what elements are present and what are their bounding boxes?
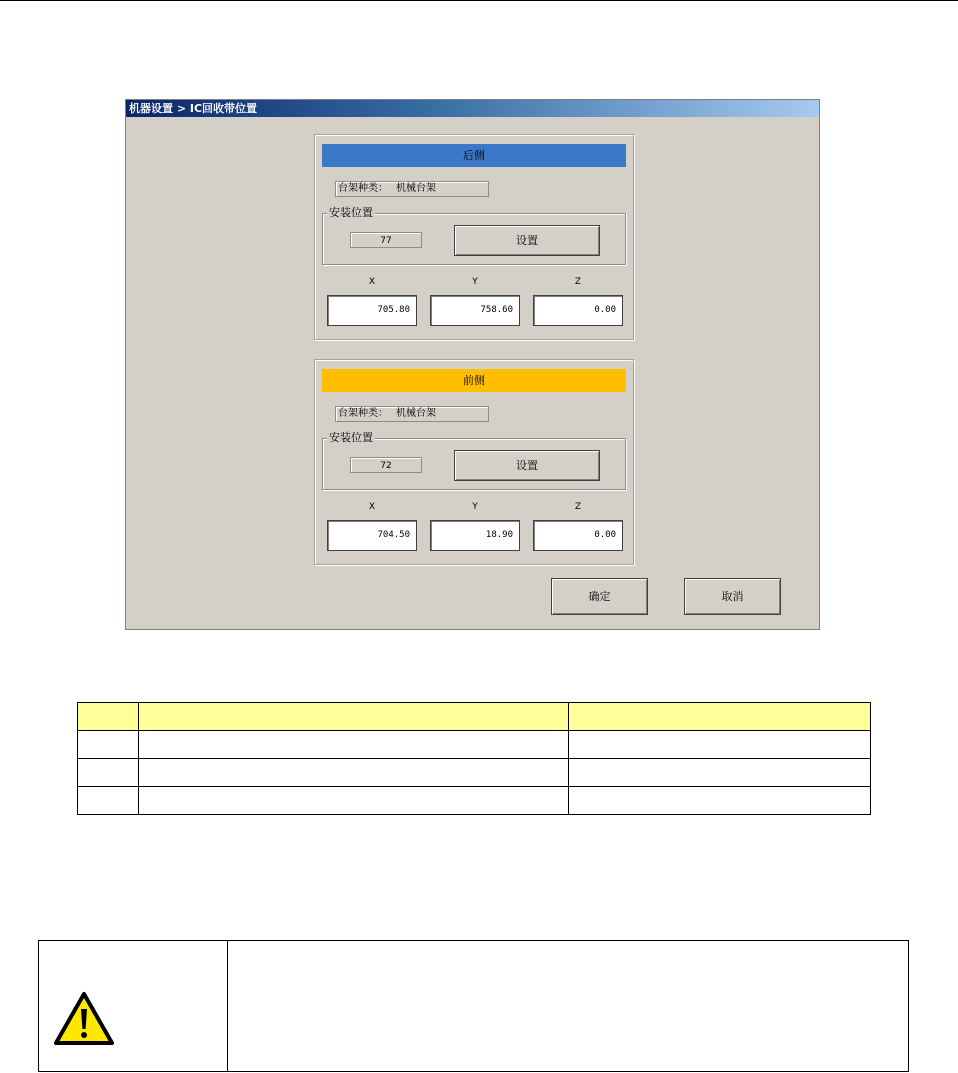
- table-cell: [569, 731, 871, 759]
- rear-z-field[interactable]: 0.00: [533, 295, 623, 326]
- ok-button[interactable]: 确定: [551, 578, 648, 615]
- table-cell: [139, 703, 569, 731]
- rear-group: [314, 134, 634, 340]
- table-row: [78, 731, 871, 759]
- table-cell: [78, 731, 139, 759]
- parameter-table: [77, 702, 871, 815]
- ic-recovery-dialog: [125, 99, 820, 630]
- front-rack-type: [335, 406, 489, 422]
- front-y-field[interactable]: 18.90: [430, 520, 520, 551]
- rear-x-field[interactable]: 705.80: [327, 295, 417, 326]
- rear-y-field[interactable]: 758.60: [430, 295, 520, 326]
- front-group: [314, 359, 634, 565]
- rear-rack-type: [335, 181, 489, 197]
- table-cell: [78, 703, 139, 731]
- rear-header: 后侧: [322, 144, 626, 167]
- warning-box: [38, 940, 909, 1072]
- rear-rack-type-label: 台架种类：: [338, 183, 388, 194]
- front-rack-type-value: 机械台架: [396, 408, 436, 419]
- cancel-button[interactable]: 取消: [684, 578, 781, 615]
- table-cell: [139, 731, 569, 759]
- rear-install-legend: 安装位置: [329, 206, 373, 219]
- rear-y-label: Y: [472, 277, 478, 287]
- front-header: 前侧: [322, 369, 626, 392]
- rear-set-button[interactable]: 设置: [454, 225, 600, 256]
- front-install-value: 72: [350, 457, 422, 473]
- table-cell: [139, 759, 569, 787]
- front-rack-type-label: 台架种类：: [338, 408, 388, 419]
- front-z-label: Z: [574, 502, 582, 512]
- front-install-fieldset: [322, 431, 626, 490]
- rear-rack-type-value: 机械台架: [396, 183, 436, 194]
- front-x-label: X: [368, 502, 376, 512]
- table-cell: [139, 787, 569, 815]
- table-cell: [569, 787, 871, 815]
- front-set-button[interactable]: 设置: [454, 450, 600, 481]
- top-rule: [0, 0, 958, 1]
- table-cell: [78, 759, 139, 787]
- table-row: [78, 759, 871, 787]
- dialog-title: 机器设置 > IC回收带位置: [126, 100, 819, 117]
- warning-divider: [227, 941, 228, 1071]
- rear-z-label: Z: [574, 277, 582, 287]
- table-row: [78, 787, 871, 815]
- rear-install-value: 77: [350, 232, 422, 248]
- front-install-legend: 安装位置: [329, 431, 373, 444]
- front-x-field[interactable]: 704.50: [327, 520, 417, 551]
- rear-x-label: X: [368, 277, 376, 287]
- table-cell: [569, 759, 871, 787]
- table-cell: [78, 787, 139, 815]
- table-header-row: [78, 703, 871, 731]
- front-z-field[interactable]: 0.00: [533, 520, 623, 551]
- front-y-label: Y: [472, 502, 478, 512]
- warning-triangle-icon: [53, 991, 115, 1047]
- table-cell: [569, 703, 871, 731]
- rear-install-fieldset: [322, 206, 626, 265]
